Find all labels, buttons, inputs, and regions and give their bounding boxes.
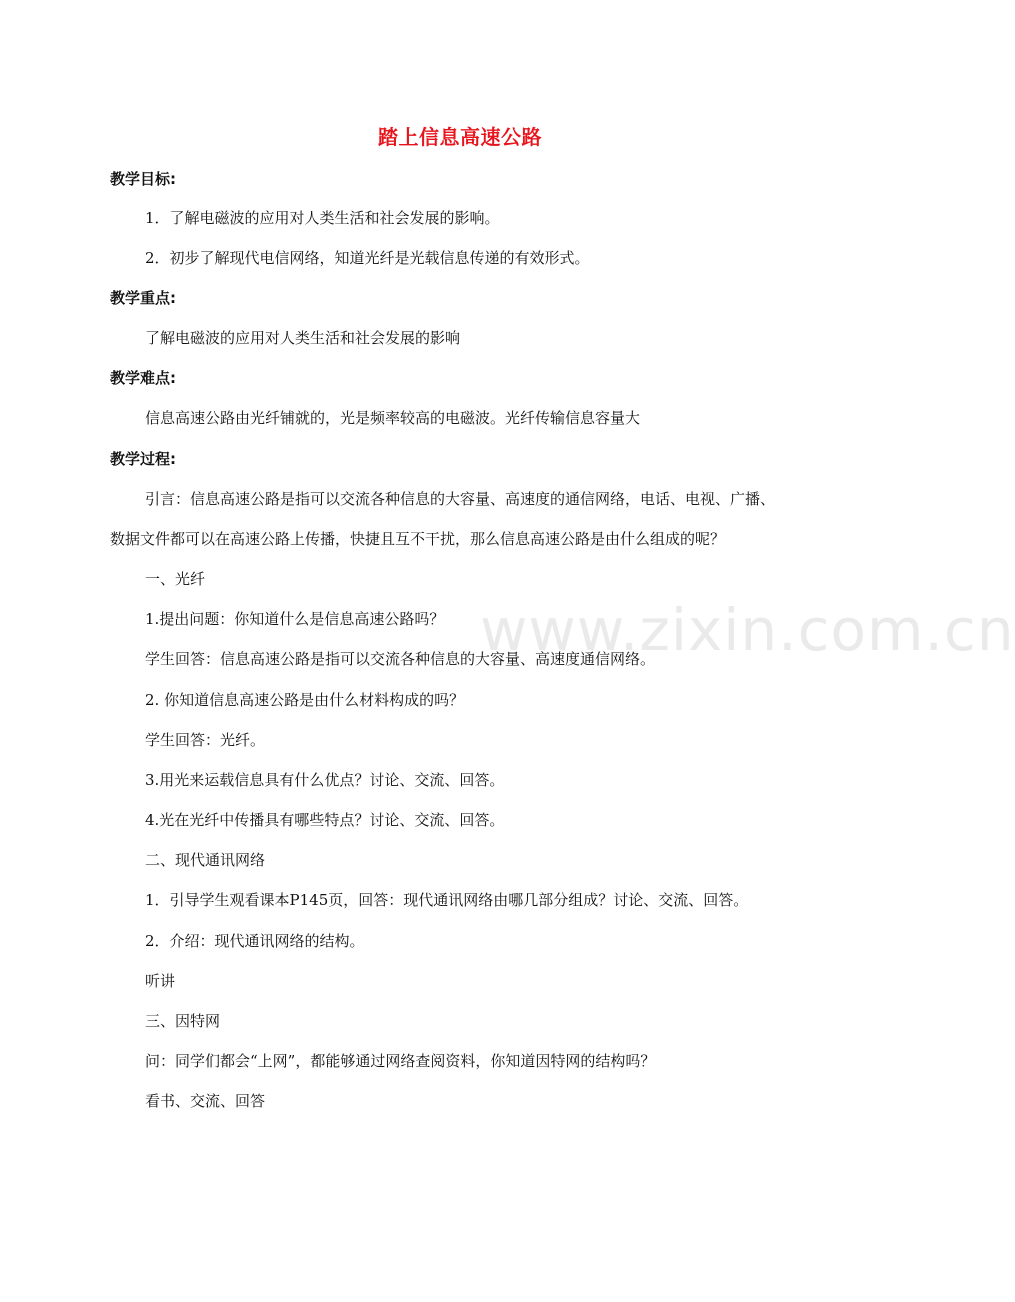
part1-question-2: 2. 你知道信息高速公路是由什么材料构成的吗？ <box>145 691 465 709</box>
part1-heading: 一、光纤 <box>145 570 206 588</box>
goal-item-2: 2．初步了解现代电信网络，知道光纤是光载信息传递的有效形式。 <box>145 249 590 267</box>
part1-answer-1: 学生回答：信息高速公路是指可以交流各种信息的大容量、高速度通信网络。 <box>145 650 656 668</box>
part1-question-1: 1.提出问题：你知道什么是信息高速公路吗？ <box>145 610 445 628</box>
difficulties-heading: 教学难点: <box>110 369 176 387</box>
watermark: www.zixin.com.cn <box>480 596 1015 664</box>
key-points-heading: 教学重点: <box>110 289 176 307</box>
part3-answer: 看书、交流、回答 <box>145 1092 266 1110</box>
process-heading: 教学过程: <box>110 450 176 468</box>
key-points-text: 了解电磁波的应用对人类生活和社会发展的影响 <box>145 329 461 347</box>
part2-heading: 二、现代通讯网络 <box>145 851 266 869</box>
part2-item-1: 1．引导学生观看课本P145页，回答：现代通讯网络由哪几部分组成？讨论、交流、回答。 <box>145 891 749 909</box>
part2-item-3: 听讲 <box>145 972 176 990</box>
part2-item-2: 2．介绍：现代通讯网络的结构。 <box>145 932 365 950</box>
intro-line-1: 引言：信息高速公路是指可以交流各种信息的大容量、高速度的通信网络，电话、电视、广播、 <box>145 490 776 508</box>
intro-line-2: 数据文件都可以在高速公路上传播，快捷且互不干扰，那么信息高速公路是由什么组成的呢？ <box>110 530 726 548</box>
part3-question: 问：同学们都会“上网”，都能够通过网络查阅资料，你知道因特网的结构吗？ <box>145 1052 656 1070</box>
part1-question-3: 3.用光来运载信息具有什么优点？讨论、交流、回答。 <box>145 771 505 789</box>
part1-answer-2: 学生回答：光纤。 <box>145 731 266 749</box>
part3-heading: 三、因特网 <box>145 1012 221 1030</box>
difficulties-text: 信息高速公路由光纤铺就的，光是频率较高的电磁波。光纤传输信息容量大 <box>145 409 641 427</box>
page-title: 踏上信息高速公路 <box>378 125 542 149</box>
goal-item-1: 1．了解电磁波的应用对人类生活和社会发展的影响。 <box>145 209 500 227</box>
part1-question-4: 4.光在光纤中传播具有哪些特点？讨论、交流、回答。 <box>145 811 505 829</box>
goals-heading: 教学目标: <box>110 170 176 188</box>
